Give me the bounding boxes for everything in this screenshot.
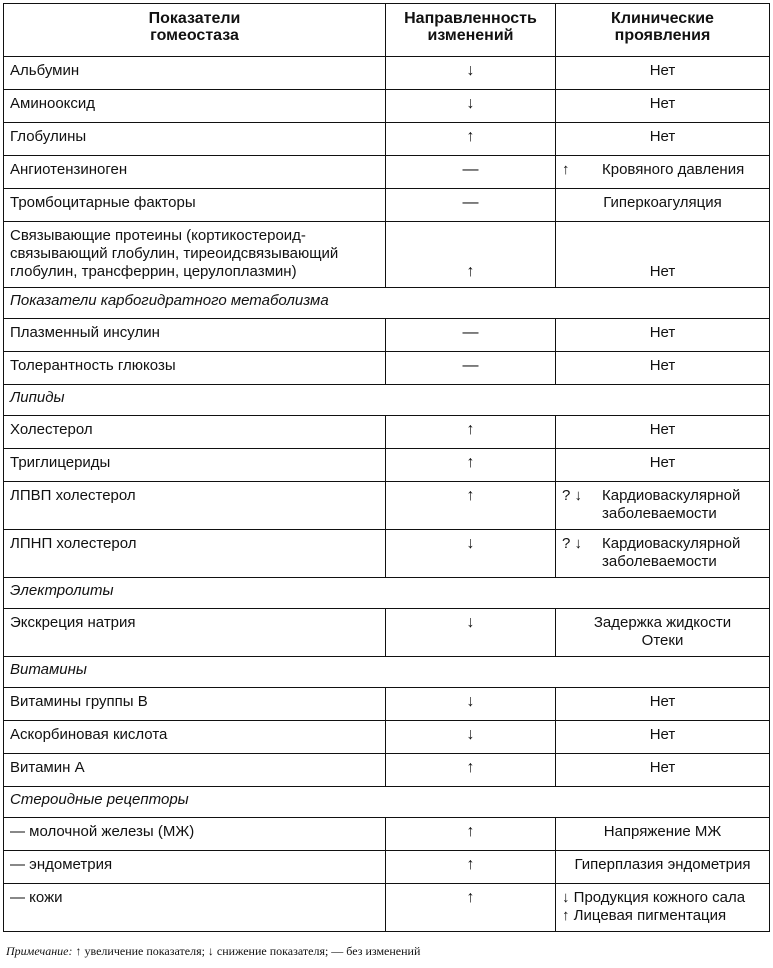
table-row [4, 721, 770, 754]
effect-text: Кардиоваскулярной заболеваемости [602, 535, 741, 570]
table-row [4, 818, 770, 851]
footnote-text: ↑ увеличение показателя; ↓ снижение показателя; — без изменений [72, 944, 421, 958]
header-indicators: Показатели гомеостаза [4, 4, 386, 57]
table-row [4, 754, 770, 787]
clinical-effect [556, 482, 770, 530]
indicator-name: Триглицериды [4, 449, 386, 482]
indicator-name: Аминооксид [4, 90, 386, 123]
direction-arrow: ↓ [386, 721, 556, 754]
direction-arrow: — [386, 189, 556, 222]
direction-arrow: ↑ [386, 884, 556, 932]
section-title: Показатели карбогидратного метаболизма [4, 288, 770, 319]
section-row [4, 657, 770, 688]
indicator-name: — кожи [4, 884, 386, 932]
direction-arrow: ↑ [386, 851, 556, 884]
clinical-effect: Нет [556, 319, 770, 352]
direction-arrow: — [386, 352, 556, 385]
indicator-name: Тромбоцитарные факторы [4, 189, 386, 222]
homeostasis-table [3, 3, 770, 932]
table-row [4, 530, 770, 578]
table-row [4, 90, 770, 123]
effect-symbol: ↑ [562, 161, 570, 178]
table-row [4, 123, 770, 156]
clinical-effect: Нет [556, 57, 770, 90]
clinical-effect: Нет [556, 352, 770, 385]
indicator-name: Толерантность глюкозы [4, 352, 386, 385]
direction-arrow: ↑ [386, 222, 556, 288]
clinical-effect: Гиперплазия эндометрия [556, 851, 770, 884]
section-row [4, 578, 770, 609]
effect-symbol: ? ↓ [562, 535, 583, 552]
direction-arrow: ↑ [386, 482, 556, 530]
clinical-effect: Гиперкоагуляция [556, 189, 770, 222]
indicator-name: Глобулины [4, 123, 386, 156]
effect-line: ↓ Продукция кожного сала [562, 889, 746, 906]
direction-arrow: ↑ [386, 449, 556, 482]
indicator-name: Витамин А [4, 754, 386, 787]
indicator-name: Плазменный инсулин [4, 319, 386, 352]
clinical-effect: Нет [556, 754, 770, 787]
section-title: Липиды [4, 385, 770, 416]
header-direction: Направленность изменений [386, 4, 556, 57]
clinical-effect [556, 156, 770, 189]
direction-arrow: — [386, 319, 556, 352]
direction-arrow: ↓ [386, 688, 556, 721]
footnote [6, 944, 420, 959]
direction-arrow: ↓ [386, 57, 556, 90]
clinical-effect: Нет [556, 416, 770, 449]
header-clinical: Клинические проявления [556, 4, 770, 57]
table-row [4, 189, 770, 222]
effect-line: ↑ Лицевая пигментация [562, 907, 727, 924]
indicator-name: — эндометрия [4, 851, 386, 884]
table-header-row [4, 4, 770, 57]
footnote-label: Примечание: [6, 944, 73, 958]
table-row [4, 884, 770, 932]
clinical-effect: Задержка жидкости Отеки [556, 609, 770, 657]
table-row [4, 851, 770, 884]
section-title: Электролиты [4, 578, 770, 609]
table-row [4, 482, 770, 530]
direction-arrow: ↓ [386, 609, 556, 657]
direction-arrow: ↓ [386, 530, 556, 578]
direction-arrow: ↑ [386, 123, 556, 156]
clinical-effect: Напряжение МЖ [556, 818, 770, 851]
table-row [4, 609, 770, 657]
indicator-name: Связывающие протеины (кортикостероид-связывающий глобулин, тиреоидсвязывающий глобулин, трансферрин, церулоплазмин) [4, 222, 386, 288]
direction-arrow: — [386, 156, 556, 189]
clinical-effect [556, 884, 770, 932]
clinical-effect: Нет [556, 449, 770, 482]
table-row [4, 688, 770, 721]
section-row [4, 385, 770, 416]
section-title: Стероидные рецепторы [4, 787, 770, 818]
clinical-effect: Нет [556, 123, 770, 156]
indicator-name: ЛПВП холестерол [4, 482, 386, 530]
clinical-effect: Нет [556, 222, 770, 288]
indicator-name: Ангиотензиноген [4, 156, 386, 189]
clinical-effect [556, 530, 770, 578]
section-row [4, 288, 770, 319]
section-row [4, 787, 770, 818]
indicator-name: Экскреция натрия [4, 609, 386, 657]
indicator-name: Альбумин [4, 57, 386, 90]
effect-text: Кардиоваскулярной заболеваемости [602, 487, 741, 522]
table-row [4, 222, 770, 288]
table-row [4, 156, 770, 189]
indicator-name: Холестерол [4, 416, 386, 449]
clinical-effect: Нет [556, 721, 770, 754]
table-row [4, 416, 770, 449]
table-row [4, 449, 770, 482]
table-body [4, 57, 770, 932]
direction-arrow: ↑ [386, 818, 556, 851]
direction-arrow: ↑ [386, 754, 556, 787]
table-row [4, 352, 770, 385]
table-row [4, 57, 770, 90]
direction-arrow: ↓ [386, 90, 556, 123]
clinical-effect: Нет [556, 688, 770, 721]
effect-symbol: ? ↓ [562, 487, 583, 504]
indicator-name: Витамины группы В [4, 688, 386, 721]
clinical-effect: Нет [556, 90, 770, 123]
effect-text: Кровяного давления [602, 161, 745, 178]
direction-arrow: ↑ [386, 416, 556, 449]
indicator-name: — молочной железы (МЖ) [4, 818, 386, 851]
indicator-name: Аскорбиновая кислота [4, 721, 386, 754]
table-row [4, 319, 770, 352]
section-title: Витамины [4, 657, 770, 688]
indicator-name: ЛПНП холестерол [4, 530, 386, 578]
